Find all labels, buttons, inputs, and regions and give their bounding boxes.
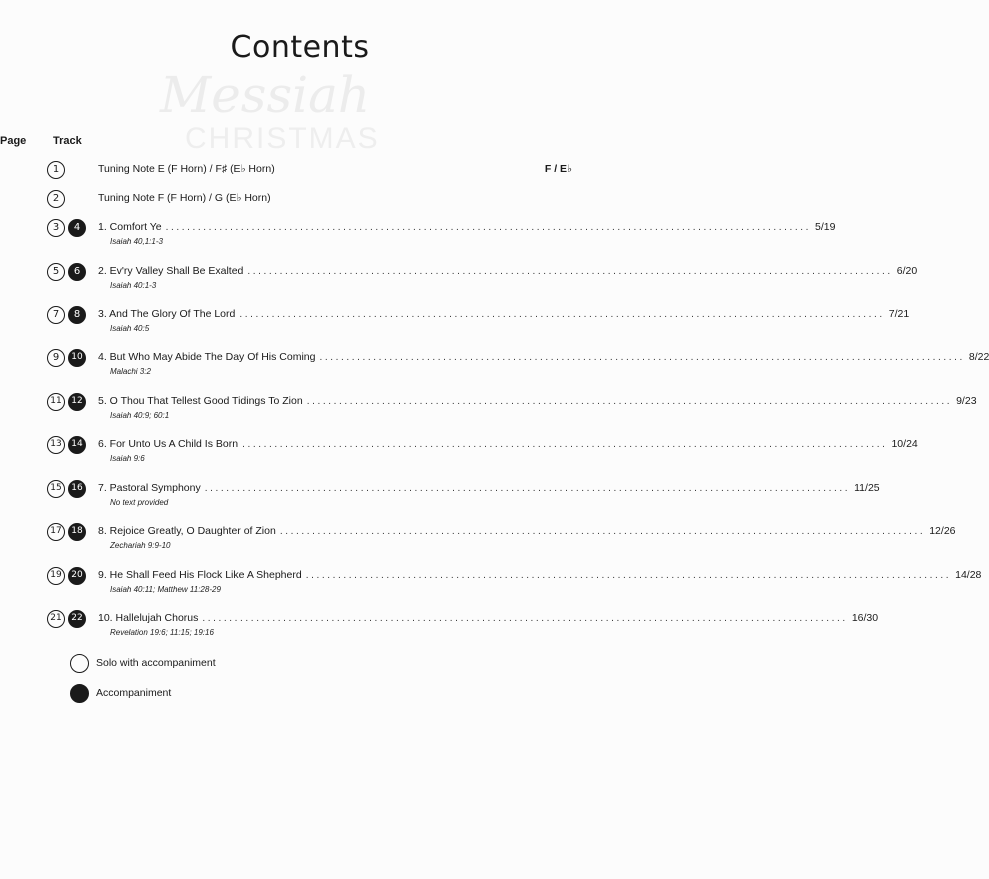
scripture-reference: Isaiah 9:6 (110, 454, 145, 463)
dot-leader: ........................................................................................................................ (204, 483, 851, 494)
accompaniment-track-badge: 18 (68, 523, 86, 541)
legend-label: Solo with accompaniment (96, 657, 216, 669)
dot-leader: ........................................................................................................................ (279, 526, 926, 537)
contents-row[interactable] (0, 436, 918, 476)
dot-leader: ........................................................................................................................ (319, 352, 965, 363)
accompaniment-track-badge: 6 (68, 263, 86, 281)
track-header: Track (53, 135, 82, 147)
piece-title: 7. Pastoral Symphony (98, 482, 201, 494)
contents-row[interactable] (0, 567, 982, 607)
dot-leader: ........................................................................................................................ (202, 613, 848, 624)
solo-track-badge: 1 (47, 161, 65, 179)
page-number: 12/26 (929, 525, 956, 537)
accompaniment-track-badge: 4 (68, 219, 86, 237)
open-circle-icon (70, 654, 89, 673)
row-title-line (98, 438, 918, 454)
dot-leader: ........................................................................................................................ (247, 266, 893, 277)
scripture-reference: Revelation 19:6; 11:15; 19:16 (110, 628, 214, 637)
solo-track-badge: 7 (47, 306, 65, 324)
piece-title: 6. For Unto Us A Child Is Born (98, 438, 239, 450)
scripture-reference: Isaiah 40:9; 60:1 (110, 411, 170, 420)
piece-title: 8. Rejoice Greatly, O Daughter of Zion (98, 525, 276, 537)
contents-row[interactable] (0, 393, 977, 433)
page-number: 9/23 (956, 395, 977, 407)
row-title-line (98, 221, 836, 237)
solo-track-badge: 3 (47, 219, 65, 237)
contents-row[interactable] (0, 263, 918, 303)
accompaniment-track-badge: 14 (68, 436, 86, 454)
solo-track-badge: 2 (47, 190, 65, 208)
dot-leader: ........................................................................................................................ (242, 439, 888, 450)
scripture-reference: Isaiah 40:11; Matthew 11:28-29 (110, 585, 221, 594)
piece-title: 4. But Who May Abide The Day Of His Coming (98, 351, 316, 363)
piece-title: 2. Ev'ry Valley Shall Be Exalted (98, 265, 244, 277)
contents-row[interactable] (0, 480, 880, 520)
piece-title: 3. And The Glory Of The Lord (98, 308, 236, 320)
scripture-reference: Isaiah 40,1:1-3 (110, 237, 163, 246)
row-title-line (98, 192, 572, 208)
piece-title: Tuning Note E (F Horn) / F♯ (E♭ Horn) (98, 163, 275, 175)
watermark-logo (160, 66, 371, 124)
solo-track-badge: 19 (47, 567, 65, 585)
piece-title: 5. O Thou That Tellest Good Tidings To Zion (98, 395, 303, 407)
piece-title: 1. Comfort Ye (98, 221, 162, 233)
accompaniment-track-badge: 10 (68, 349, 86, 367)
contents-row[interactable] (0, 306, 910, 346)
contents-row[interactable] (0, 610, 879, 650)
solo-track-badge: 15 (47, 480, 65, 498)
page-number: 8/22 (968, 351, 989, 363)
solo-track-badge: 21 (47, 610, 65, 628)
page-number: 5/19 (815, 221, 836, 233)
accompaniment-track-badge: 20 (68, 567, 86, 585)
page-header: Page (0, 135, 27, 147)
row-title-line (98, 525, 956, 541)
row-title-line (98, 265, 918, 281)
row-title-line (98, 482, 880, 498)
scripture-reference: Isaiah 40:1-3 (110, 281, 157, 290)
row-title-line (98, 395, 977, 411)
scripture-reference: Malachi 3:2 (110, 367, 151, 376)
solo-track-badge: 17 (47, 523, 65, 541)
watermark-caps: CHRISTMAS (185, 122, 380, 155)
accompaniment-track-badge: 12 (68, 393, 86, 411)
row-title-line (98, 612, 879, 628)
page-number: 7/21 (888, 308, 910, 320)
dot-leader: ........................................................................................................................ (165, 222, 812, 233)
row-title-line (98, 351, 989, 367)
piece-title: Tuning Note F (F Horn) / G (E♭ Horn) (98, 192, 271, 204)
page-number: 14/28 (955, 569, 982, 581)
row-title-line (98, 569, 982, 585)
page-title: Contents (230, 30, 370, 65)
solo-track-badge: 11 (47, 393, 65, 411)
filled-circle-icon (70, 684, 89, 703)
solo-track-badge: 9 (47, 349, 65, 367)
row-title-line (98, 163, 572, 179)
solo-track-badge: 5 (47, 263, 65, 281)
dot-leader: ........................................................................................................................ (239, 309, 885, 320)
page-number: F / E♭ (544, 163, 572, 175)
row-title-line (98, 308, 910, 324)
contents-row[interactable] (0, 219, 836, 259)
dot-leader: ........................................................................................................................ (306, 396, 953, 407)
scripture-reference: Zechariah 9:9-10 (110, 541, 171, 550)
scripture-reference: Isaiah 40:5 (110, 324, 150, 333)
solo-track-badge: 13 (47, 436, 65, 454)
page-number: 11/25 (854, 482, 880, 494)
piece-title: 9. He Shall Feed His Flock Like A Shepherd (98, 569, 302, 581)
contents-row[interactable] (0, 349, 989, 389)
accompaniment-track-badge: 22 (68, 610, 86, 628)
page-number: 10/24 (891, 438, 918, 450)
page-number: 16/30 (851, 612, 879, 624)
watermark-script: Messiah (160, 66, 371, 124)
accompaniment-track-badge: 8 (68, 306, 86, 324)
legend-label: Accompaniment (96, 687, 172, 699)
page-number: 6/20 (896, 265, 918, 277)
dot-leader: ........................................................................................................................ (305, 570, 952, 581)
contents-row[interactable] (0, 523, 956, 563)
piece-title: 10. Hallelujah Chorus (98, 612, 199, 624)
accompaniment-track-badge: 16 (68, 480, 86, 498)
scripture-reference: No text provided (110, 498, 169, 507)
